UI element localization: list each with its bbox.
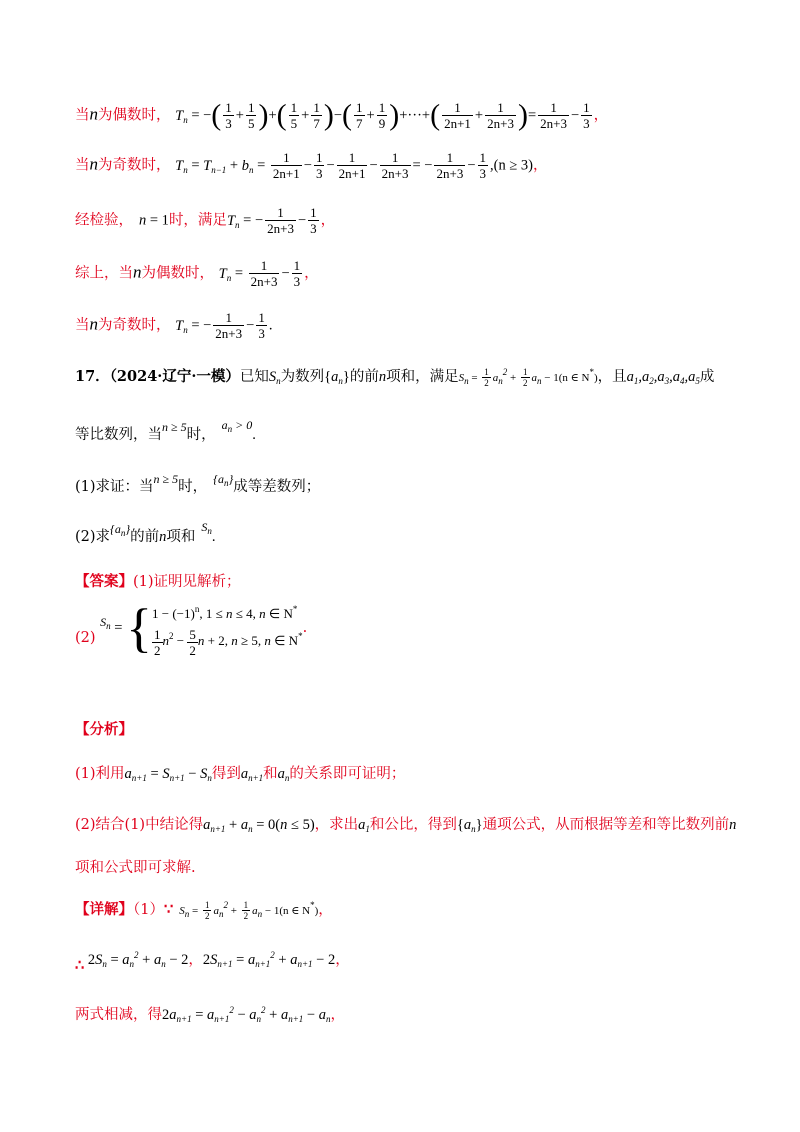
summary-odd-line: 当n为奇数时， $T_n$ = − $\frac{1}{2n+3}$ − $\frac{1}{3}$ . [75,310,273,341]
analysis-line-3: 项和公式即可求解. [75,860,196,876]
detail-line-2: ∴ $2S_n = a_n^2 + a_n - 2$，$2S_{n+1} = a_{n+1}^2 + a_{n+1} - 2$， [75,950,350,974]
summary-even-line: 综上，当n为偶数时， $T_n$ = $\frac{1}{2n+3}$ − $\frac{1}{3}$ ， [75,258,319,289]
answer-part2: (2) $^{S_n}$ = { $1 - (-1)^n$, 1 ≤ n ≤ 4, n ∈ N* $\frac{1}{2}$ $n^2$ − $\frac{5}{2}$ n + 2, n ≥ 5, n ∈ N* . [75,597,308,658]
answer-label-line: 【答案】(1)证明见解析； [75,573,241,590]
analysis-label: 【分析】 [75,721,133,738]
odd-case-line: 当n为奇数时， $T_n = T_{n-1} + b_n$ = $\frac{1}{2n+1}$ − $\frac{1}{3}$ − $\frac{1}{2n+1}$ − $\frac{1}{2n+3}$ = − $\frac{1}{2n+3}$ − $\frac{1}{3}$ ,(n ≥ 3)， [75,150,548,181]
analysis-line-1: (1)利用$a_{n+1} = S_{n+1} - S_n$得到$a_{n+1}$和$a_n$的关系即可证明； [75,766,406,783]
detail-line-3: 两式相减，得$2a_{n+1} = a_{n+1}^2 - a_n^2 + a_{n+1} - a_n$， [75,1005,345,1024]
problem-stem: 17．（2024·辽宁·一模）已知$S_n$为数列$\{a_n\}$的前n项和，满足$S_n$ = $\frac{1}{2}$ $a_n^2$ + $\frac{1}{2}$ $a_n - 1(n$ ∈ N*)，且$a_1,a_2,a_3,a_4,a_5$成 [75,366,715,388]
even-case-line: 当n为偶数时， $T_n$ = −( $\frac{1}{3}$ + $\frac{1}{5}$ )+( $\frac{1}{5}$ + $\frac{1}{7}$ )−( $\frac{1}{7}$ + $\frac{1}{9}$ )+···+( $\frac{1}{2n+1}$ + $\frac{1}{2n+3}$ )= $\frac{1}{2n+3}$ − $\frac{1}{3}$ ， [75,98,609,132]
part1-question: (1)求证：当$^{n \ge 5}$时， $^{\{a_n\}}$成等差数列； [75,472,321,495]
analysis-line-2: (2)结合(1)中结论得$a_{n+1} + a_n = 0(n \le 5)$，求出$a_1$和公比，得到$\{a_n\}$通项公式，从而根据等差和等比数列前n [75,817,737,834]
problem-stem-2: 等比数列，当$^{n \ge 5}$时，$^{a_n > 0}$. [75,418,256,443]
check-line: 经检验， n = 1时，满足$T_n$ = − $\frac{1}{2n+3}$ − $\frac{1}{3}$ ， [75,205,336,236]
detail-line-1: 【详解】（1）∵ $S_n$ = $\frac{1}{2}$ $a_n^2$ + $\frac{1}{2}$ $a_n - 1(n$ ∈ N*)， [75,899,333,921]
part2-question: (2)求$^{\{a_n\}}$的前n项和$^{S_n}$. [75,520,216,545]
